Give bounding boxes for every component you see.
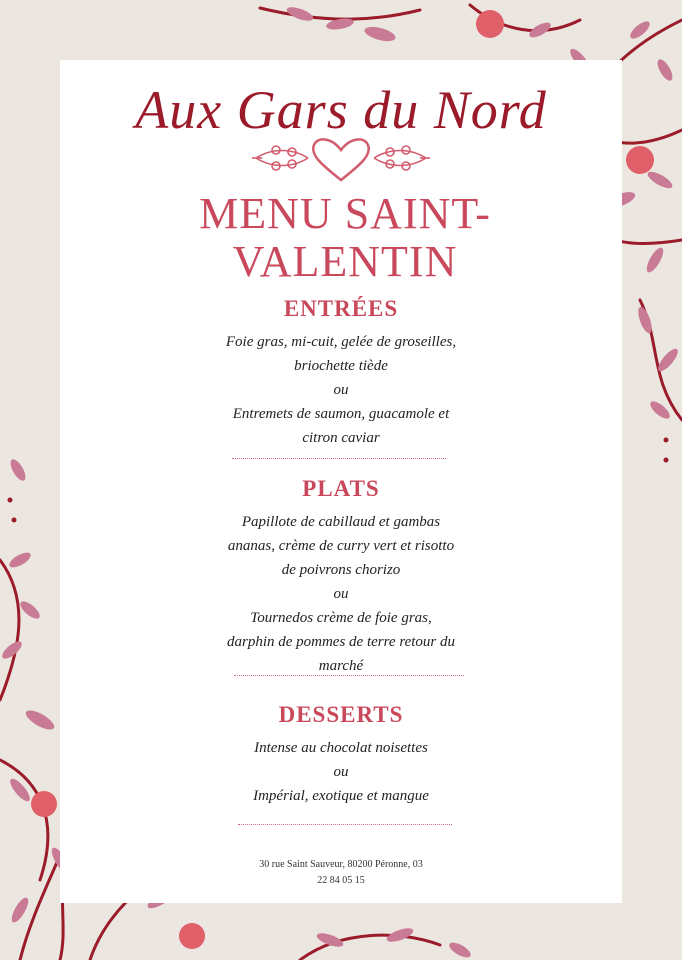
list-item: ou: [333, 764, 349, 780]
menu-card: [60, 60, 622, 903]
section-items-entrees: [60, 330, 622, 450]
list-item: ananas, crème de curry vert et risotto: [227, 538, 455, 554]
list-item: de poivrons chorizo: [281, 562, 401, 578]
list-item: Tournedos crème de foie gras,: [250, 610, 432, 626]
menu-title-line1: MENU SAINT-: [199, 189, 491, 238]
list-item: Impérial, exotique et mangue: [253, 788, 429, 804]
list-item: darphin de pommes de terre retour du: [226, 634, 456, 650]
menu-title: [60, 190, 630, 286]
list-item: ou: [333, 382, 349, 398]
list-item: Foie gras, mi-cuit, gelée de groseilles,: [225, 334, 457, 350]
list-item: briochette tiède: [294, 358, 388, 374]
divider: [234, 675, 464, 676]
list-item: citron caviar: [302, 430, 380, 446]
list-item: Papillote de cabillaud et gambas: [241, 514, 441, 530]
heart-ornament-icon: [252, 130, 430, 188]
list-item: Entremets de saumon, guacamole et: [232, 406, 450, 422]
list-item: marché: [318, 658, 364, 674]
restaurant-name: Aux Gars du Nord: [135, 80, 547, 140]
section-title-desserts: DESSERTS: [278, 702, 404, 727]
section-title-plats: PLATS: [302, 476, 380, 501]
section-items-desserts: [60, 736, 622, 808]
list-item: ou: [333, 586, 349, 602]
divider: [232, 458, 446, 459]
address: [60, 857, 622, 889]
phone-line: 22 84 05 15: [317, 875, 365, 886]
menu-title-line2: VALENTIN: [232, 237, 458, 286]
address-line: 30 rue Saint Sauveur, 80200 Péronne, 03: [259, 859, 423, 870]
section-title-entrees: ENTRÉES: [283, 296, 399, 321]
list-item: Intense au chocolat noisettes: [254, 740, 428, 756]
divider: [238, 824, 452, 825]
section-items-plats: [60, 510, 622, 678]
